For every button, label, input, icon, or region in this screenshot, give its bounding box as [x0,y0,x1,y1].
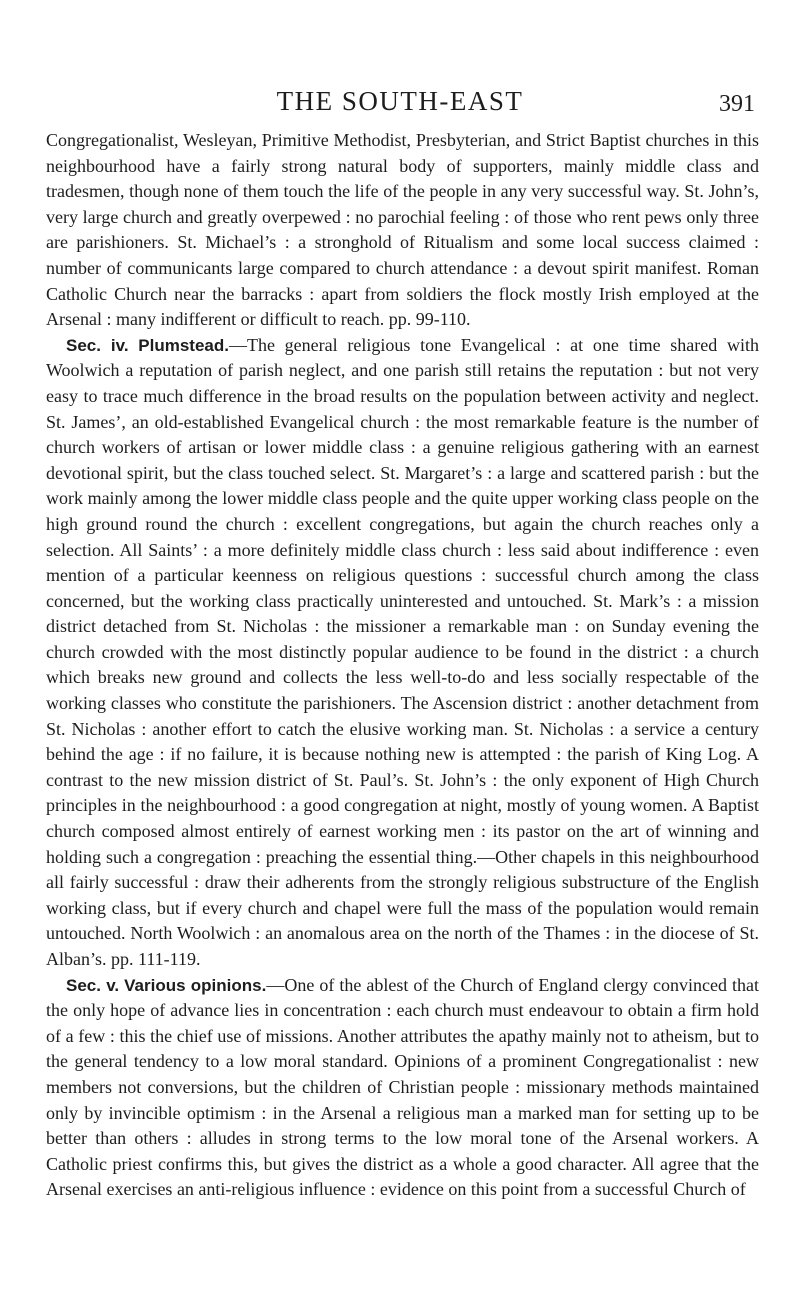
page-number: 391 [719,91,755,117]
paragraph-3-text: —One of the ablest of the Church of England clergy convinced that the only hope of advance lies in concentration : each church must endeavour to obtain a firm hold of a few : this the chief use of missions. Another attributes the apathy mainly not to atheism, but to the general tendency to a low moral standard. Opinions of a prominent Congregationalist : new members not conversions, but the children of Christian people : missionary methods maintained only by invincible optimism : in the Arsenal a religious man a marked man for setting up to be better than others : alludes in strong terms to the low moral tone of the Arsenal workers. A Catholic priest confirms this, but gives the district as a whole a good character. All agree that the Arsenal exercises an anti-religious influence : evidence on this point from a successful Church of [46,974,759,1200]
section-label-v: Sec. v. [66,975,120,995]
paragraph-3-sec-v [46,973,759,1203]
body-text [46,128,759,1203]
paragraph-1-text: Congregationalist, Wesleyan, Primitive Methodist, Presbyterian, and Strict Baptist churches in this neighbourhood have a fairly strong natural body of supporters, mainly middle class and tradesmen, though none of them touch the life of the people in any very successful way. St. John’s, very large church and greatly overpewed : no parochial feeling : of those who rent pews only three are parishioners. St. Michael’s : a stronghold of Ritualism and some local success claimed : number of communicants large compared to church attendance : a devout spirit manifest. Roman Catholic Church near the barracks : apart from soldiers the flock mostly Irish employed at the Arsenal : many indifferent or difficult to reach. pp. 99-110. [46,130,759,330]
paragraph-2-text: —The general religious tone Evangelical : at one time shared with Woolwich a reputation of parish neglect, and one parish still retains the reputation : but not very easy to trace much difference in the broad results on the population between activity and neglect. St. James’, an old-established Evangelical church : the most remarkable feature is the number of church workers of artisan or lower middle class : a genuine religious gathering with an earnest devotional spirit, but the class touched select. St. Margaret’s : a large and scattered parish : but the work mainly among the lower middle class people and the quite upper working class people on the high ground round the church : excellent congregations, but again the church reaches only a selection. All Saints’ : a more definitely middle class church : less said about indifference : even mention of a particular keenness on religious questions : successful church among the class concerned, but the working class practically uninterested and untouched. St. Mark’s : a mission district detached from St. Nicholas : the missioner a remarkable man : on Sunday evening the church crowded with the most distinctly popular audience to be found in the district : a church which breaks new ground and collects the less well-to-do and less socially respectable of the working classes who constitute the parishioners. The Ascension district : another detachment from St. Nicholas : another effort to catch the elusive working man. St. Nicholas : a service a century behind the age : if no failure, it is because nothing new is attempted : the parish of King Log. A contrast to the new mission district of St. Paul’s. St. John’s : the only exponent of High Church principles in the neighbourhood : a good congregation at night, mostly of young women. A Baptist church composed almost entirely of earnest working men : its pastor on the art of winning and holding such a congregation : preaching the essential thing.—Other chapels in this neighbourhood all fairly successful : draw their adherents from the strongly religious substructure of the English working class, but if every church and chapel were full the mass of the population would remain untouched. North Woolwich : an anomalous area on the north of the Thames : in the diocese of St. Alban’s. pp. 111-119. [46,334,759,969]
section-title-plumstead: Plumstead. [138,335,229,355]
section-label-iv: Sec. iv. [66,335,129,355]
paragraph-1 [46,128,759,333]
running-head [0,84,800,118]
running-title: THE SOUTH-EAST [276,86,524,116]
section-title-various-opinions: Various opinions. [124,975,267,995]
paragraph-2-sec-iv [46,333,759,973]
